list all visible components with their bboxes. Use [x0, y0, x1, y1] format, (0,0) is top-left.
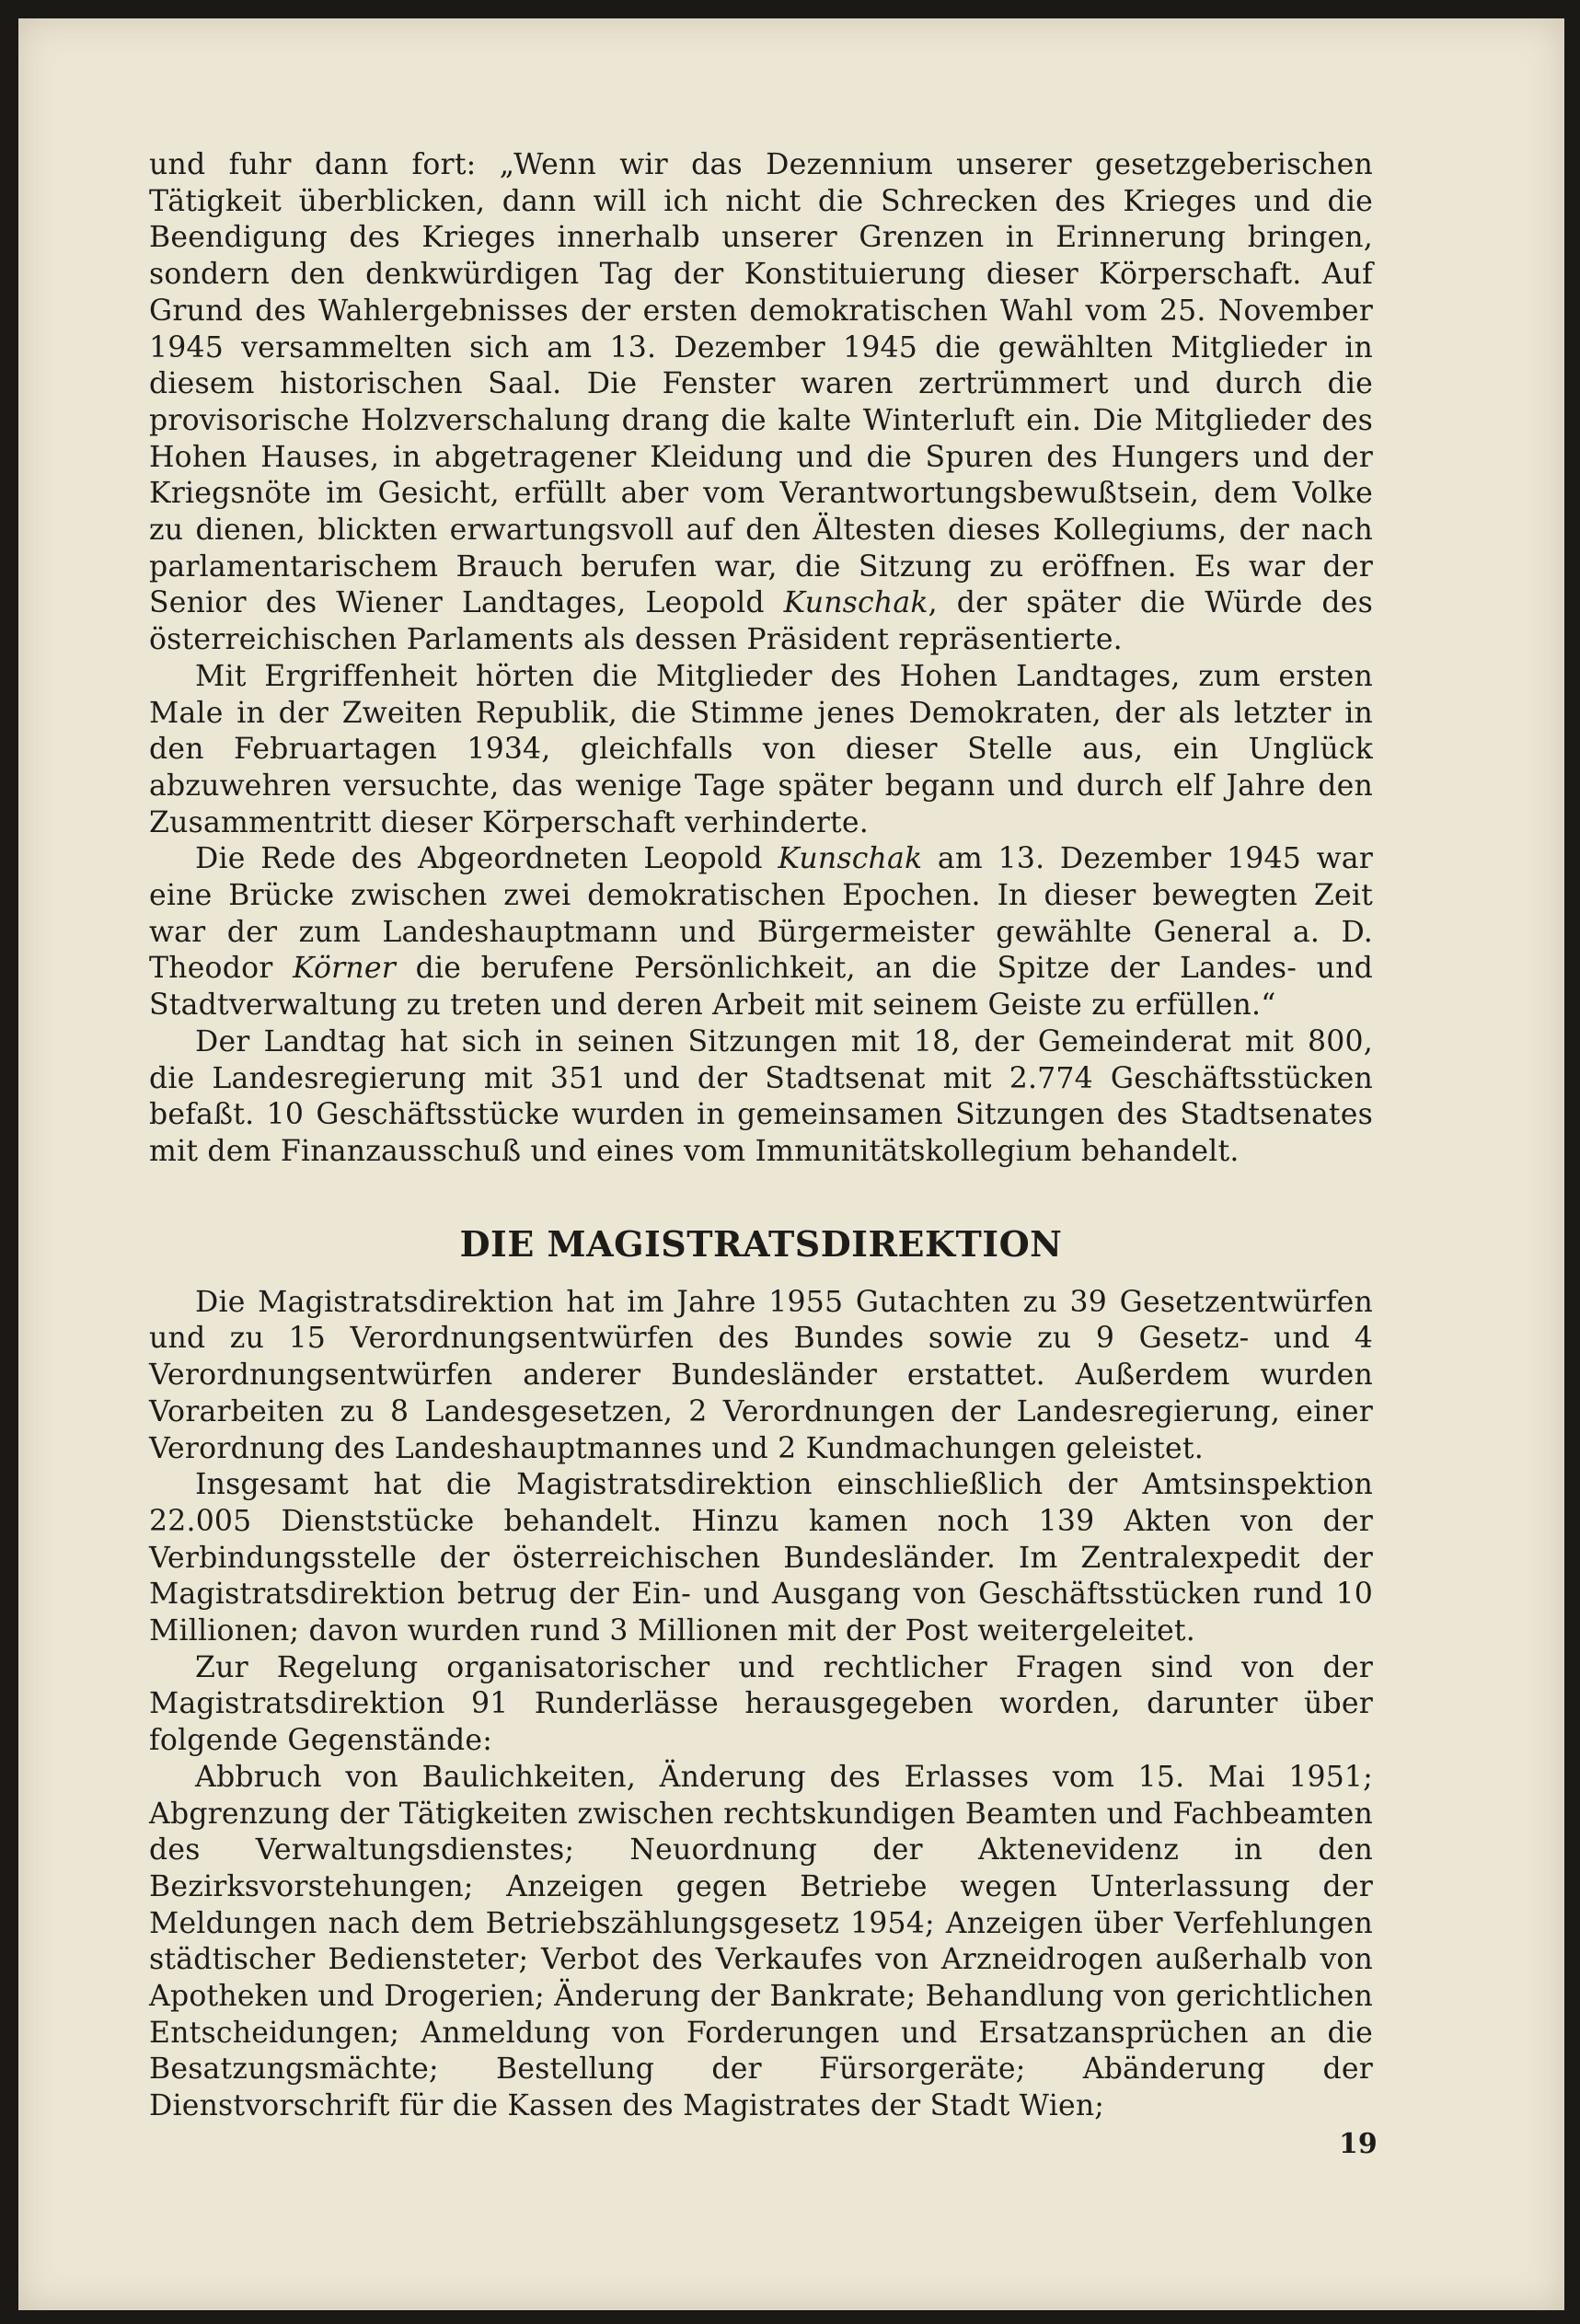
text-segment: Der Landtag hat sich in seinen Sitzungen mit 18, der Gemeinderat mit 800, die Landesregierung mit 351 und der Stadtsenat mit 2.774 Geschäftsstücken befaßt. 10 Geschäftsstücke wurden in gemeinsamen Sitzungen des Stadtsenates mit dem Finanzausschuß und eines vom Immunitätskollegium behandelt. — [149, 1024, 1373, 1168]
text-segment: am 13. Dezember 1945 war eine Brücke zwischen zwei demokratischen Epochen. In dieser bewegten Zeit war der zum Landeshauptmann und Bürgermeister gewählte General a. D. Theodor — [149, 842, 1373, 986]
paragraph-dienststuecke: Insgesamt hat die Magistratsdirektion einschließlich der Amtsinspektion 22.005 Dienststücke behandelt. Hinzu kamen noch 139 Akten von der Verbindungsstelle der österreichischen Bundesländer. Im Zentralexpedit der Magistratsdirektion betrug der Ein- und Ausgang von Geschäftsstücken rund 10 Millionen; davon wurden rund 3 Millionen mit der Post weitergeleitet. — [149, 1468, 1373, 1648]
text-segment: Mit Ergriffenheit hörten die Mitglieder des Hohen Landtages, zum ersten Male in der Zweiten Republik, die Stimme jenes Demokraten, der als letzter in den Februartagen 1934, gleichfalls von dieser Stelle aus, ein Unglück abzuwehren versuchte, das wenige Tage später begann und durch elf Jahre den Zusammentritt dieser Körperschaft verhinderte. — [149, 659, 1373, 839]
text-segment: , der später die Würde des österreichischen Parlaments als dessen Präsident repräsentierte. — [149, 586, 1374, 657]
text-segment: die berufene Persönlichkeit, an die Spitze der Landes- und Stadtverwaltung zu treten und deren Arbeit mit seinem Geiste zu erfüllen.“ — [149, 952, 1373, 1023]
paragraph-intro-quote — [149, 147, 1373, 659]
page-number: 19 — [1339, 2128, 1378, 2160]
name-kunschak: Kunschak — [783, 586, 928, 620]
paragraph-runderlaesse: Zur Regelung organisatorischer und rechtlicher Fragen sind von der Magistratsdirektion 91 Runderlässe herausgegeben worden, darunter über folgende Gegenstände: — [149, 1650, 1373, 1758]
paragraph-ergriffenheit — [149, 659, 1373, 842]
paragraph-gutachten: Die Magistratsdirektion hat im Jahre 1955 Gutachten zu 39 Gesetzentwürfen und zu 15 Verordnungsentwürfen des Bundes sowie zu 9 Gesetz- und 4 Verordnungsentwürfen anderer Bundesländer erstattet. Außerdem wurden Vorarbeiten zu 8 Landesgesetzen, 2 Verordnungen der Landesregierung, einer Verordnung des Landeshauptmannes und 2 Kundmachungen geleistet. — [149, 1285, 1373, 1465]
section-heading: DIE MAGISTRATSDIREKTION — [459, 1222, 1063, 1265]
name-kunschak: Kunschak — [778, 842, 923, 876]
name-koerner: Körner — [293, 952, 396, 986]
text-segment: Die Rede des Abgeordneten Leopold — [195, 842, 778, 876]
text-segment: und fuhr dann fort: „Wenn wir das Dezennium unserer gesetzgeberischen Tätigkeit überblicken, dann will ich nicht die Schrecken des Krieges und die Beendigung des Krieges innerhalb unserer Grenzen in Erinnerung bringen, sondern den denkwürdigen Tag der Konstituierung dieser Körperschaft. Auf Grund des Wahlergebnisses der ersten demokratischen Wahl vom 25. November 1945 versammelten sich am 13. Dezember 1945 die gewählten Mitglieder in diesem historischen Saal. Die Fenster waren zertrümmert und durch die provisorische Holzverschalung drang die kalte Winterluft ein. Die Mitglieder des Hohen Hauses, in abgetragener Kleidung und die Spuren des Hungers und der Kriegsnöte im Gesicht, erfüllt aber vom Verantwortungsbewußtsein, dem Volke zu dienen, blickten erwartungsvoll auf den Ältesten dieses Kollegiums, der nach parlamentarischem Brauch berufen war, die Sitzung zu eröffnen. Es war der Senior des Wiener Landtages, Leopold — [149, 148, 1373, 620]
scanned-page — [18, 18, 1564, 2310]
paragraph-landtag-statistics — [149, 1024, 1373, 1171]
paragraph-rede-kunschak — [149, 841, 1373, 1024]
text-column — [149, 147, 1373, 2125]
paragraph-gegenstaende: Abbruch von Baulichkeiten, Änderung des Erlasses vom 15. Mai 1951; Abgrenzung der Tätigkeiten zwischen rechtskundigen Beamten und Fachbeamten des Verwaltungsdienstes; Neuordnung der Aktenevidenz in den Bezirksvorstehungen; Anzeigen gegen Betriebe wegen Unterlassung der Meldungen nach dem Betriebszählungsgesetz 1954; Anzeigen über Verfehlungen städtischer Bediensteter; Verbot des Verkaufes von Arzneidrogen außerhalb von Apotheken und Drogerien; Änderung der Bankrate; Behandlung von gerichtlichen Entscheidungen; Anmeldung von Forderungen und Ersatzansprüchen an die Besatzungsmächte; Bestellung der Fürsorgeräte; Abänderung der Dienstvorschrift für die Kassen des Magistrates der Stadt Wien; — [149, 1760, 1373, 2123]
